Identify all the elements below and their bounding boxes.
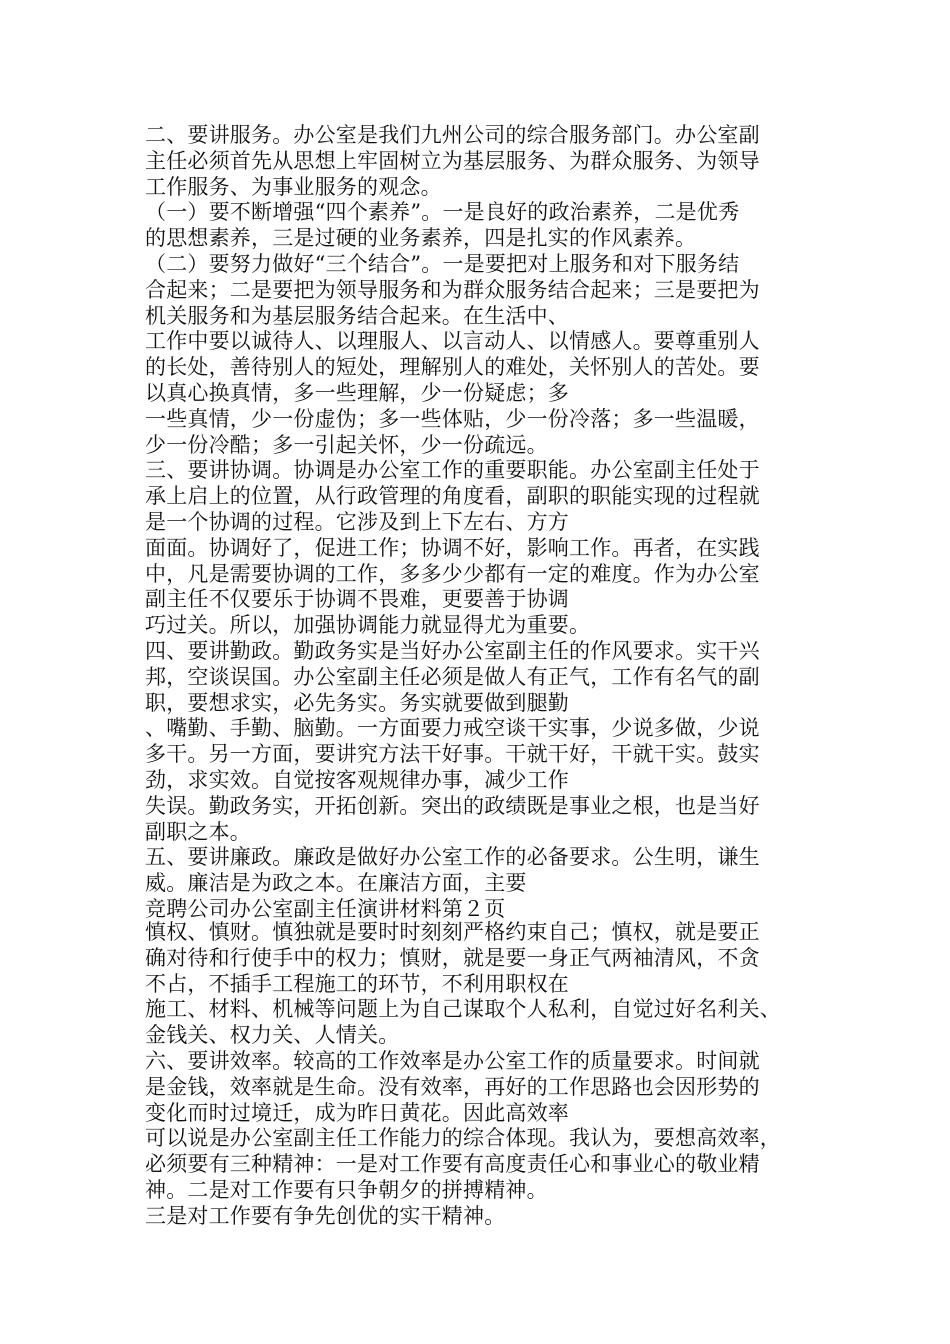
text-line: （一）要不断增强“四个素养”。一是良好的政治素养，二是优秀 (145, 200, 740, 225)
text-line: 以真心换真情，多一些理解，少一份疑虑；多 (145, 380, 569, 405)
text-line: 、嘴勤、手勤、脑勤。一方面要力戒空谈干实事，少说多做，少说 (145, 716, 760, 741)
text-line: 确对待和行使手中的权力；慎财，就是要一身正气两袖清风，不贪 (145, 945, 760, 970)
text-line: 机关服务和为基层服务结合起来。在生活中、 (145, 303, 569, 328)
text-line: （二）要努力做好“三个结合”。一是要把对上服务和对下服务结 (145, 251, 740, 276)
text-line: 六、要讲效率。较高的工作效率是办公室工作的质量要求。时间就 (145, 1048, 760, 1073)
text-line: 二、要讲服务。办公室是我们九州公司的综合服务部门。办公室副 (145, 123, 760, 147)
text-line: 主任必须首先从思想上牢固树立为基层服务、为群众服务、为领导 (145, 148, 760, 173)
text-line: 金钱关、权力关、人情关。 (145, 1023, 400, 1048)
text-line: 副主任不仅要乐于协调不畏难，更要善于协调 (145, 587, 569, 612)
text-line: 多干。另一方面，要讲究方法干好事。干就干好，干就干实。鼓实 (145, 742, 760, 767)
text-line: 是一个协调的过程。它涉及到上下左右、方方 (145, 509, 569, 534)
document-body-part-2 (145, 920, 825, 1230)
text-line: 中，凡是需要协调的工作，多多少少都有一定的难度。作为办公室 (145, 561, 760, 586)
text-line: 必须要有三种精神：一是对工作要有高度责任心和事业心的敬业精 (145, 1152, 760, 1177)
text-line: 慎权、慎财。慎独就是要时时刻刻严格约束自己；慎权，就是要正 (145, 920, 760, 944)
page-footer-label: 竞聘公司办公室副主任演讲材料第２页 (145, 896, 506, 921)
text-line: 三是对工作要有争先创优的实干精神。 (145, 1203, 506, 1228)
text-line: 工作服务、为事业服务的观念。 (145, 174, 442, 199)
text-line: 邦，空谈误国。办公室副主任必须是做人有正气，工作有名气的副 (145, 664, 760, 689)
text-line: 五、要讲廉政。廉政是做好办公室工作的必备要求。公生明，谦生 (145, 845, 760, 870)
text-line: 少一份冷酷；多一引起关怀，少一份疏远。 (145, 432, 548, 457)
text-line: 的长处，善待别人的短处，理解别人的难处，关怀别人的苦处。要 (145, 355, 760, 380)
text-line: 面面。协调好了，促进工作；协调不好，影响工作。再者，在实践 (145, 535, 760, 560)
text-line: 三、要讲协调。协调是办公室工作的重要职能。办公室副主任处于 (145, 458, 760, 483)
document-body-part-1 (145, 123, 825, 923)
text-line: 一些真情，少一份虚伪；多一些体贴，少一份冷落；多一些温暖， (145, 406, 760, 431)
text-line: 四、要讲勤政。勤政务实是当好办公室副主任的作风要求。实干兴 (145, 638, 760, 663)
text-line: 失误。勤政务实，开拓创新。突出的政绩既是事业之根，也是当好 (145, 793, 760, 818)
text-line: 副职之本。 (145, 819, 251, 844)
text-line: 承上启上的位置，从行政管理的角度看，副职的职能实现的过程就 (145, 484, 760, 509)
text-line: 是金钱，效率就是生命。没有效率，再好的工作思路也会因形势的 (145, 1074, 760, 1099)
text-line: 合起来；二是要把为领导服务和为群众服务结合起来；三是要把为 (145, 277, 760, 302)
text-line: 劲，求实效。自觉按客观规律办事，减少工作 (145, 767, 569, 792)
text-line: 可以说是办公室副主任工作能力的综合体现。我认为，要想高效率， (145, 1126, 781, 1151)
text-line: 神。二是对工作要有只争朝夕的拼搏精神。 (145, 1177, 548, 1202)
text-line: 施工、材料、机械等问题上为自己谋取个人私利，自觉过好名利关、 (145, 997, 781, 1022)
text-line: 威。廉洁是为政之本。在廉洁方面，主要 (145, 871, 527, 896)
text-line: 巧过关。所以，加强协调能力就显得尤为重要。 (145, 613, 591, 638)
text-line: 职，要想求实，必先务实。务实就要做到腿勤 (145, 690, 569, 715)
text-line: 工作中要以诚待人、以理服人、以言动人、以情感人。要尊重别人 (145, 329, 760, 354)
text-line: 变化而时过境迁，成为昨日黄花。因此高效率 (145, 1100, 569, 1125)
text-line: 的思想素养，三是过硬的业务素养，四是扎实的作风素养。 (145, 226, 697, 251)
text-line: 不占，不插手工程施工的环节，不利用职权在 (145, 971, 569, 996)
